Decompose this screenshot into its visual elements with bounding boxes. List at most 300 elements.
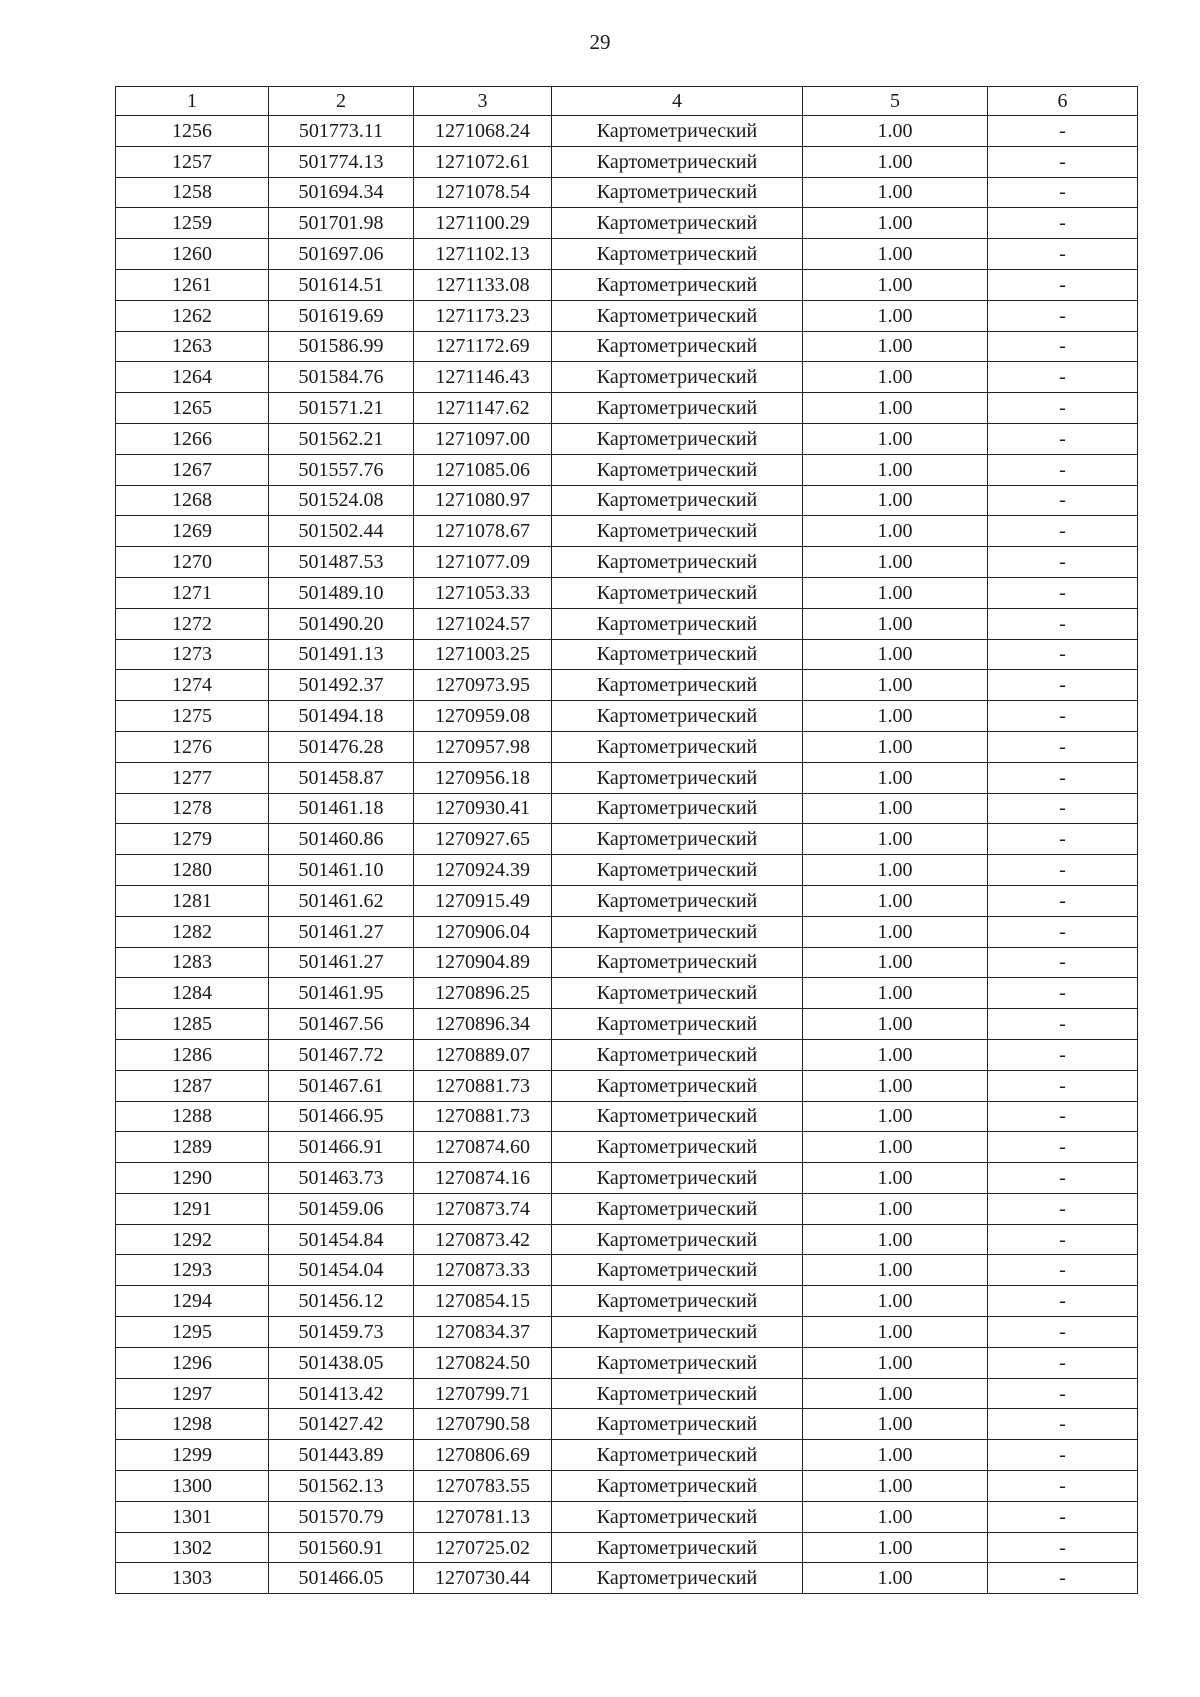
- y-coordinate-cell: 1271172.69: [414, 331, 552, 362]
- x-coordinate-cell: 501562.21: [269, 423, 414, 454]
- accuracy-cell: 1.00: [803, 516, 988, 547]
- method-cell: Картометрический: [552, 177, 803, 208]
- method-cell: Картометрический: [552, 824, 803, 855]
- point-number-cell: 1297: [116, 1378, 269, 1409]
- x-coordinate-cell: 501557.76: [269, 454, 414, 485]
- note-cell: -: [988, 547, 1138, 578]
- accuracy-cell: 1.00: [803, 577, 988, 608]
- point-number-cell: 1279: [116, 824, 269, 855]
- x-coordinate-cell: 501454.84: [269, 1224, 414, 1255]
- x-coordinate-cell: 501476.28: [269, 731, 414, 762]
- point-number-cell: 1271: [116, 577, 269, 608]
- method-cell: Картометрический: [552, 762, 803, 793]
- accuracy-cell: 1.00: [803, 1224, 988, 1255]
- point-number-cell: 1270: [116, 547, 269, 578]
- note-cell: -: [988, 947, 1138, 978]
- accuracy-cell: 1.00: [803, 1163, 988, 1194]
- note-cell: -: [988, 1501, 1138, 1532]
- y-coordinate-cell: 1271068.24: [414, 116, 552, 147]
- note-cell: -: [988, 731, 1138, 762]
- note-cell: -: [988, 701, 1138, 732]
- note-cell: -: [988, 1070, 1138, 1101]
- point-number-cell: 1264: [116, 362, 269, 393]
- table-row: [116, 731, 1138, 762]
- accuracy-cell: 1.00: [803, 1009, 988, 1040]
- y-coordinate-cell: 1270904.89: [414, 947, 552, 978]
- header-cell-6: 6: [988, 87, 1138, 116]
- note-cell: -: [988, 177, 1138, 208]
- note-cell: -: [988, 1563, 1138, 1594]
- y-coordinate-cell: 1270873.74: [414, 1193, 552, 1224]
- table-row: [116, 393, 1138, 424]
- method-cell: Картометрический: [552, 608, 803, 639]
- table-row: [116, 1409, 1138, 1440]
- x-coordinate-cell: 501502.44: [269, 516, 414, 547]
- table-row: [116, 947, 1138, 978]
- x-coordinate-cell: 501413.42: [269, 1378, 414, 1409]
- y-coordinate-cell: 1270854.15: [414, 1286, 552, 1317]
- method-cell: Картометрический: [552, 670, 803, 701]
- table-row: [116, 146, 1138, 177]
- table-row: [116, 978, 1138, 1009]
- method-cell: Картометрический: [552, 639, 803, 670]
- accuracy-cell: 1.00: [803, 1347, 988, 1378]
- point-number-cell: 1272: [116, 608, 269, 639]
- table-row: [116, 1255, 1138, 1286]
- x-coordinate-cell: 501466.05: [269, 1563, 414, 1594]
- x-coordinate-cell: 501774.13: [269, 146, 414, 177]
- point-number-cell: 1274: [116, 670, 269, 701]
- table-row: [116, 1378, 1138, 1409]
- point-number-cell: 1267: [116, 454, 269, 485]
- table-row: [116, 916, 1138, 947]
- table-row: [116, 1193, 1138, 1224]
- point-number-cell: 1263: [116, 331, 269, 362]
- method-cell: Картометрический: [552, 731, 803, 762]
- method-cell: Картометрический: [552, 1347, 803, 1378]
- y-coordinate-cell: 1270957.98: [414, 731, 552, 762]
- y-coordinate-cell: 1271080.97: [414, 485, 552, 516]
- y-coordinate-cell: 1271100.29: [414, 208, 552, 239]
- y-coordinate-cell: 1270874.16: [414, 1163, 552, 1194]
- page-number: 29: [589, 30, 611, 54]
- method-cell: Картометрический: [552, 885, 803, 916]
- table-row: [116, 485, 1138, 516]
- y-coordinate-cell: 1271102.13: [414, 239, 552, 270]
- y-coordinate-cell: 1271053.33: [414, 577, 552, 608]
- point-number-cell: 1258: [116, 177, 269, 208]
- header-row: [116, 87, 1138, 116]
- table-row: [116, 1070, 1138, 1101]
- method-cell: Картометрический: [552, 1563, 803, 1594]
- note-cell: -: [988, 1532, 1138, 1563]
- method-cell: Картометрический: [552, 1132, 803, 1163]
- method-cell: Картометрический: [552, 1378, 803, 1409]
- accuracy-cell: 1.00: [803, 208, 988, 239]
- method-cell: Картометрический: [552, 208, 803, 239]
- point-number-cell: 1269: [116, 516, 269, 547]
- y-coordinate-cell: 1270881.73: [414, 1101, 552, 1132]
- method-cell: Картометрический: [552, 362, 803, 393]
- y-coordinate-cell: 1270956.18: [414, 762, 552, 793]
- accuracy-cell: 1.00: [803, 824, 988, 855]
- accuracy-cell: 1.00: [803, 362, 988, 393]
- x-coordinate-cell: 501701.98: [269, 208, 414, 239]
- method-cell: Картометрический: [552, 331, 803, 362]
- note-cell: -: [988, 885, 1138, 916]
- table-row: [116, 793, 1138, 824]
- note-cell: -: [988, 362, 1138, 393]
- x-coordinate-cell: 501463.73: [269, 1163, 414, 1194]
- point-number-cell: 1287: [116, 1070, 269, 1101]
- y-coordinate-cell: 1271085.06: [414, 454, 552, 485]
- accuracy-cell: 1.00: [803, 1255, 988, 1286]
- point-number-cell: 1281: [116, 885, 269, 916]
- accuracy-cell: 1.00: [803, 177, 988, 208]
- method-cell: Картометрический: [552, 1471, 803, 1502]
- accuracy-cell: 1.00: [803, 731, 988, 762]
- table-row: [116, 701, 1138, 732]
- point-number-cell: 1294: [116, 1286, 269, 1317]
- x-coordinate-cell: 501466.95: [269, 1101, 414, 1132]
- y-coordinate-cell: 1270915.49: [414, 885, 552, 916]
- x-coordinate-cell: 501459.73: [269, 1317, 414, 1348]
- table-header: [116, 87, 1138, 116]
- y-coordinate-cell: 1270834.37: [414, 1317, 552, 1348]
- header-cell-3: 3: [414, 87, 552, 116]
- x-coordinate-cell: 501560.91: [269, 1532, 414, 1563]
- note-cell: -: [988, 423, 1138, 454]
- table-row: [116, 639, 1138, 670]
- point-number-cell: 1278: [116, 793, 269, 824]
- table-row: [116, 1101, 1138, 1132]
- x-coordinate-cell: 501570.79: [269, 1501, 414, 1532]
- y-coordinate-cell: 1271173.23: [414, 300, 552, 331]
- y-coordinate-cell: 1271147.62: [414, 393, 552, 424]
- x-coordinate-cell: 501461.27: [269, 947, 414, 978]
- point-number-cell: 1276: [116, 731, 269, 762]
- accuracy-cell: 1.00: [803, 331, 988, 362]
- header-cell-5: 5: [803, 87, 988, 116]
- accuracy-cell: 1.00: [803, 1440, 988, 1471]
- x-coordinate-cell: 501614.51: [269, 269, 414, 300]
- table-row: [116, 362, 1138, 393]
- x-coordinate-cell: 501619.69: [269, 300, 414, 331]
- y-coordinate-cell: 1271133.08: [414, 269, 552, 300]
- y-coordinate-cell: 1270959.08: [414, 701, 552, 732]
- x-coordinate-cell: 501461.62: [269, 885, 414, 916]
- point-number-cell: 1288: [116, 1101, 269, 1132]
- method-cell: Картометрический: [552, 855, 803, 886]
- point-number-cell: 1282: [116, 916, 269, 947]
- method-cell: Картометрический: [552, 454, 803, 485]
- table-row: [116, 423, 1138, 454]
- x-coordinate-cell: 501562.13: [269, 1471, 414, 1502]
- y-coordinate-cell: 1270930.41: [414, 793, 552, 824]
- accuracy-cell: 1.00: [803, 1101, 988, 1132]
- x-coordinate-cell: 501467.61: [269, 1070, 414, 1101]
- note-cell: -: [988, 762, 1138, 793]
- table-row: [116, 1039, 1138, 1070]
- y-coordinate-cell: 1271072.61: [414, 146, 552, 177]
- accuracy-cell: 1.00: [803, 547, 988, 578]
- point-number-cell: 1256: [116, 116, 269, 147]
- y-coordinate-cell: 1271097.00: [414, 423, 552, 454]
- x-coordinate-cell: 501489.10: [269, 577, 414, 608]
- accuracy-cell: 1.00: [803, 1378, 988, 1409]
- y-coordinate-cell: 1270896.34: [414, 1009, 552, 1040]
- x-coordinate-cell: 501571.21: [269, 393, 414, 424]
- y-coordinate-cell: 1271003.25: [414, 639, 552, 670]
- point-number-cell: 1298: [116, 1409, 269, 1440]
- table-row: [116, 269, 1138, 300]
- point-number-cell: 1301: [116, 1501, 269, 1532]
- point-number-cell: 1285: [116, 1009, 269, 1040]
- method-cell: Картометрический: [552, 393, 803, 424]
- note-cell: -: [988, 454, 1138, 485]
- accuracy-cell: 1.00: [803, 1501, 988, 1532]
- y-coordinate-cell: 1270799.71: [414, 1378, 552, 1409]
- note-cell: -: [988, 208, 1138, 239]
- note-cell: -: [988, 608, 1138, 639]
- table-row: [116, 885, 1138, 916]
- y-coordinate-cell: 1270874.60: [414, 1132, 552, 1163]
- method-cell: Картометрический: [552, 1501, 803, 1532]
- accuracy-cell: 1.00: [803, 485, 988, 516]
- note-cell: -: [988, 1255, 1138, 1286]
- accuracy-cell: 1.00: [803, 1532, 988, 1563]
- table-row: [116, 116, 1138, 147]
- note-cell: -: [988, 1347, 1138, 1378]
- point-number-cell: 1260: [116, 239, 269, 270]
- note-cell: -: [988, 1193, 1138, 1224]
- x-coordinate-cell: 501427.42: [269, 1409, 414, 1440]
- accuracy-cell: 1.00: [803, 1317, 988, 1348]
- point-number-cell: 1300: [116, 1471, 269, 1502]
- accuracy-cell: 1.00: [803, 423, 988, 454]
- table-row: [116, 239, 1138, 270]
- table-row: [116, 1532, 1138, 1563]
- point-number-cell: 1266: [116, 423, 269, 454]
- table-row: [116, 824, 1138, 855]
- method-cell: Картометрический: [552, 485, 803, 516]
- accuracy-cell: 1.00: [803, 1193, 988, 1224]
- x-coordinate-cell: 501438.05: [269, 1347, 414, 1378]
- table-row: [116, 577, 1138, 608]
- table-row: [116, 608, 1138, 639]
- table-row: [116, 300, 1138, 331]
- note-cell: -: [988, 793, 1138, 824]
- y-coordinate-cell: 1270725.02: [414, 1532, 552, 1563]
- note-cell: -: [988, 1163, 1138, 1194]
- note-cell: -: [988, 331, 1138, 362]
- table-row: [116, 670, 1138, 701]
- y-coordinate-cell: 1270881.73: [414, 1070, 552, 1101]
- x-coordinate-cell: 501461.95: [269, 978, 414, 1009]
- note-cell: -: [988, 1132, 1138, 1163]
- method-cell: Картометрический: [552, 1039, 803, 1070]
- y-coordinate-cell: 1270889.07: [414, 1039, 552, 1070]
- note-cell: -: [988, 1224, 1138, 1255]
- method-cell: Картометрический: [552, 1255, 803, 1286]
- point-number-cell: 1284: [116, 978, 269, 1009]
- table-row: [116, 1132, 1138, 1163]
- method-cell: Картометрический: [552, 701, 803, 732]
- accuracy-cell: 1.00: [803, 239, 988, 270]
- accuracy-cell: 1.00: [803, 1132, 988, 1163]
- method-cell: Картометрический: [552, 423, 803, 454]
- header-cell-4: 4: [552, 87, 803, 116]
- note-cell: -: [988, 1471, 1138, 1502]
- y-coordinate-cell: 1270790.58: [414, 1409, 552, 1440]
- note-cell: -: [988, 824, 1138, 855]
- x-coordinate-cell: 501454.04: [269, 1255, 414, 1286]
- accuracy-cell: 1.00: [803, 1286, 988, 1317]
- accuracy-cell: 1.00: [803, 300, 988, 331]
- method-cell: Картометрический: [552, 1193, 803, 1224]
- accuracy-cell: 1.00: [803, 916, 988, 947]
- accuracy-cell: 1.00: [803, 608, 988, 639]
- note-cell: -: [988, 978, 1138, 1009]
- point-number-cell: 1290: [116, 1163, 269, 1194]
- note-cell: -: [988, 1101, 1138, 1132]
- method-cell: Картометрический: [552, 516, 803, 547]
- note-cell: -: [988, 1039, 1138, 1070]
- point-number-cell: 1280: [116, 855, 269, 886]
- method-cell: Картометрический: [552, 577, 803, 608]
- table-row: [116, 1009, 1138, 1040]
- header-cell-2: 2: [269, 87, 414, 116]
- table-row: [116, 547, 1138, 578]
- y-coordinate-cell: 1270906.04: [414, 916, 552, 947]
- table-row: [116, 454, 1138, 485]
- point-number-cell: 1273: [116, 639, 269, 670]
- table-row: [116, 1563, 1138, 1594]
- method-cell: Картометрический: [552, 916, 803, 947]
- table-row: [116, 1163, 1138, 1194]
- x-coordinate-cell: 501494.18: [269, 701, 414, 732]
- table-row: [116, 208, 1138, 239]
- table-body: [116, 116, 1138, 1594]
- note-cell: -: [988, 1286, 1138, 1317]
- note-cell: -: [988, 269, 1138, 300]
- note-cell: -: [988, 577, 1138, 608]
- note-cell: -: [988, 1440, 1138, 1471]
- point-number-cell: 1261: [116, 269, 269, 300]
- y-coordinate-cell: 1270873.33: [414, 1255, 552, 1286]
- x-coordinate-cell: 501467.72: [269, 1039, 414, 1070]
- table-row: [116, 1440, 1138, 1471]
- x-coordinate-cell: 501467.56: [269, 1009, 414, 1040]
- accuracy-cell: 1.00: [803, 639, 988, 670]
- x-coordinate-cell: 501491.13: [269, 639, 414, 670]
- x-coordinate-cell: 501466.91: [269, 1132, 414, 1163]
- x-coordinate-cell: 501524.08: [269, 485, 414, 516]
- method-cell: Картометрический: [552, 947, 803, 978]
- note-cell: -: [988, 1378, 1138, 1409]
- note-cell: -: [988, 855, 1138, 886]
- method-cell: Картометрический: [552, 1317, 803, 1348]
- accuracy-cell: 1.00: [803, 1471, 988, 1502]
- x-coordinate-cell: 501443.89: [269, 1440, 414, 1471]
- method-cell: Картометрический: [552, 146, 803, 177]
- note-cell: -: [988, 670, 1138, 701]
- method-cell: Картометрический: [552, 1532, 803, 1563]
- x-coordinate-cell: 501460.86: [269, 824, 414, 855]
- method-cell: Картометрический: [552, 1009, 803, 1040]
- x-coordinate-cell: 501492.37: [269, 670, 414, 701]
- point-number-cell: 1299: [116, 1440, 269, 1471]
- x-coordinate-cell: 501697.06: [269, 239, 414, 270]
- point-number-cell: 1257: [116, 146, 269, 177]
- accuracy-cell: 1.00: [803, 269, 988, 300]
- method-cell: Картометрический: [552, 239, 803, 270]
- method-cell: Картометрический: [552, 1409, 803, 1440]
- point-number-cell: 1286: [116, 1039, 269, 1070]
- table-row: [116, 1286, 1138, 1317]
- coordinates-table: [115, 86, 1138, 1594]
- table-row: [116, 855, 1138, 886]
- point-number-cell: 1275: [116, 701, 269, 732]
- table-row: [116, 1224, 1138, 1255]
- y-coordinate-cell: 1271146.43: [414, 362, 552, 393]
- table-row: [116, 1471, 1138, 1502]
- method-cell: Картометрический: [552, 793, 803, 824]
- x-coordinate-cell: 501458.87: [269, 762, 414, 793]
- table-row: [116, 177, 1138, 208]
- y-coordinate-cell: 1270924.39: [414, 855, 552, 886]
- table-row: [116, 331, 1138, 362]
- note-cell: -: [988, 485, 1138, 516]
- method-cell: Картометрический: [552, 547, 803, 578]
- x-coordinate-cell: 501461.18: [269, 793, 414, 824]
- y-coordinate-cell: 1271078.67: [414, 516, 552, 547]
- header-cell-1: 1: [116, 87, 269, 116]
- point-number-cell: 1283: [116, 947, 269, 978]
- point-number-cell: 1293: [116, 1255, 269, 1286]
- method-cell: Картометрический: [552, 978, 803, 1009]
- y-coordinate-cell: 1270927.65: [414, 824, 552, 855]
- x-coordinate-cell: 501773.11: [269, 116, 414, 147]
- accuracy-cell: 1.00: [803, 393, 988, 424]
- table-row: [116, 762, 1138, 793]
- x-coordinate-cell: 501490.20: [269, 608, 414, 639]
- accuracy-cell: 1.00: [803, 701, 988, 732]
- note-cell: -: [988, 393, 1138, 424]
- point-number-cell: 1259: [116, 208, 269, 239]
- y-coordinate-cell: 1270873.42: [414, 1224, 552, 1255]
- y-coordinate-cell: 1270781.13: [414, 1501, 552, 1532]
- accuracy-cell: 1.00: [803, 1563, 988, 1594]
- note-cell: -: [988, 639, 1138, 670]
- point-number-cell: 1303: [116, 1563, 269, 1594]
- table-row: [116, 1317, 1138, 1348]
- x-coordinate-cell: 501456.12: [269, 1286, 414, 1317]
- x-coordinate-cell: 501461.27: [269, 916, 414, 947]
- point-number-cell: 1291: [116, 1193, 269, 1224]
- x-coordinate-cell: 501461.10: [269, 855, 414, 886]
- x-coordinate-cell: 501586.99: [269, 331, 414, 362]
- y-coordinate-cell: 1271078.54: [414, 177, 552, 208]
- point-number-cell: 1292: [116, 1224, 269, 1255]
- y-coordinate-cell: 1270783.55: [414, 1471, 552, 1502]
- y-coordinate-cell: 1270806.69: [414, 1440, 552, 1471]
- accuracy-cell: 1.00: [803, 116, 988, 147]
- x-coordinate-cell: 501487.53: [269, 547, 414, 578]
- y-coordinate-cell: 1271077.09: [414, 547, 552, 578]
- accuracy-cell: 1.00: [803, 670, 988, 701]
- table-row: [116, 1347, 1138, 1378]
